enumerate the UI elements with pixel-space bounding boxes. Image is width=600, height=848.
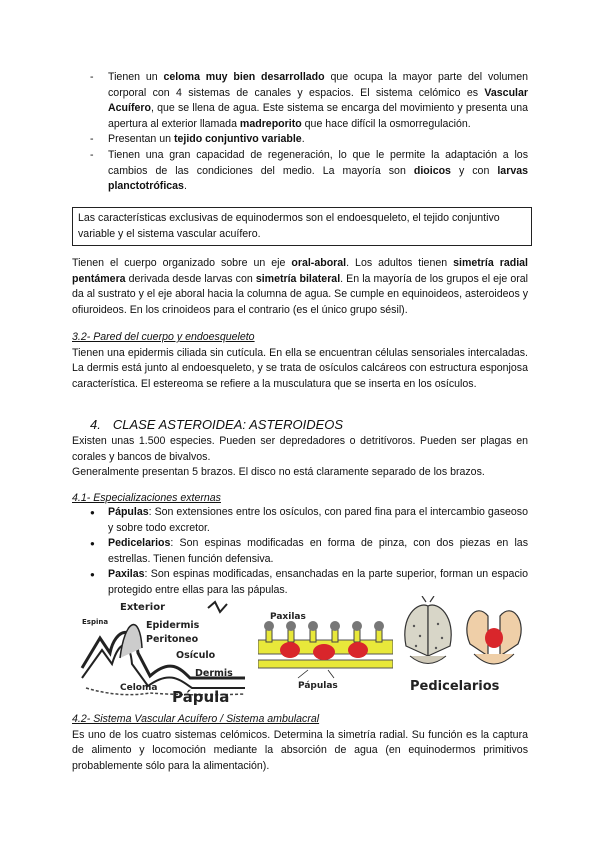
list-item: ● Pápulas: Son extensiones entre los osículos, con pared fina para el intercambio gaseoso y sobre todo excretor.: [90, 505, 528, 536]
label-paxilas: Paxilas: [270, 612, 306, 622]
section-heading: 4.1- Especializaciones externas: [72, 492, 221, 504]
section-4-title: 4. CLASE ASTEROIDEA: ASTEROIDEOS: [90, 417, 344, 432]
papula-caption: Pápula: [172, 688, 230, 706]
label-osiculo: Osículo: [176, 650, 216, 661]
label-celoma: Celoma: [120, 683, 158, 693]
list-item: ● Pedicelarios: Son espinas modificadas en forma de pinza, con dos piezas en las estrellas. Tienen función defensiva.: [90, 536, 528, 567]
body-paragraph: Tienen el cuerpo organizado sobre un eje oral-aboral. Los adultos tienen simetría radial pentámera derivada desde larvas con simetría bilateral. En la mayoría de los grupos el eje oral da al sustrato y el eje aboral hacia la columna de agua. Se cumple en equinoideos, asteroideos y ofiuroideos. En los crinoideos para el contrario (es el único grupo sésil).: [72, 257, 529, 316]
section-line: Generalmente presentan 5 brazos. El disco no está claramente separado de los brazos.: [72, 466, 485, 479]
pedicelarios-figure: [398, 596, 538, 696]
intro-list: [90, 70, 528, 195]
papula-figure: [80, 598, 250, 708]
section-text: Tienen una epidermis ciliada sin cutícula. En ella se encuentran células sensoriales intercaladas. La dermis está junto al endoesqueleto, y se trata de osículos calcáreos con estructura esponjosa característica. El estereoma se refiere a la musculatura que se inserta en los osículos.: [72, 346, 528, 390]
label-dermis: Dermis: [195, 668, 233, 679]
summary-text: Las características exclusivas de equinodermos son el endoesqueleto, el tejido conjuntivo variable y el sistema vascular acuífero.: [78, 212, 500, 240]
list-item: - Presentan un tejido conjuntivo variable.: [90, 132, 528, 148]
list-item: ● Paxilas: Son espinas modificadas, ensanchadas en la parte superior, forman un espacio protegido entre ellas para las pápulas.: [90, 567, 528, 598]
pedicelarios-caption: Pedicelarios: [410, 679, 500, 694]
specializations-list: [90, 505, 528, 599]
section-heading: 3.2- Pared del cuerpo y endoesqueleto: [72, 331, 255, 343]
paxilas-figure: [258, 610, 393, 690]
label-papulas: Pápulas: [298, 681, 338, 690]
list-item: - Tienen una gran capacidad de regeneración, lo que le permite la adaptación a los cambios de las condiciones del medio. La mayoría son dioicos y con larvas planctotróficas.: [90, 148, 528, 195]
label-peritoneo: Peritoneo: [146, 634, 199, 645]
section-32: [72, 330, 528, 392]
label-epidermis: Epidermis: [146, 620, 200, 631]
list-item: - Tienen un celoma muy bien desarrollado que ocupa la mayor parte del volumen corporal con 4 sistemas de canales y espacios. El sistema celómico es Vascular Acuífero, que se llena de agua. Este sistema se encarga del movimiento y presenta una apertura al exterior llamada madreporito que hace difícil la osmorregulación.: [90, 70, 528, 132]
section-text: Es uno de los cuatro sistemas celómicos. Determina la simetría radial. Su función es la captura de alimento y locomoción mediante la absorción de agua (en equinodermos primitivos probablemente sólo para la alimentación).: [72, 728, 528, 772]
label-espina: Espina: [82, 618, 109, 626]
section-4-text: [72, 434, 528, 481]
section-heading: 4.2- Sistema Vascular Acuífero / Sistema ambulacral: [72, 713, 320, 725]
section-line: Existen unas 1.500 especies. Pueden ser depredadores o detritívoros. Pueden ser plagas en corales y bancos de bivalvos.: [72, 435, 528, 463]
section-42: [72, 712, 528, 774]
summary-box: [72, 207, 532, 246]
label-exterior: Exterior: [120, 602, 166, 613]
